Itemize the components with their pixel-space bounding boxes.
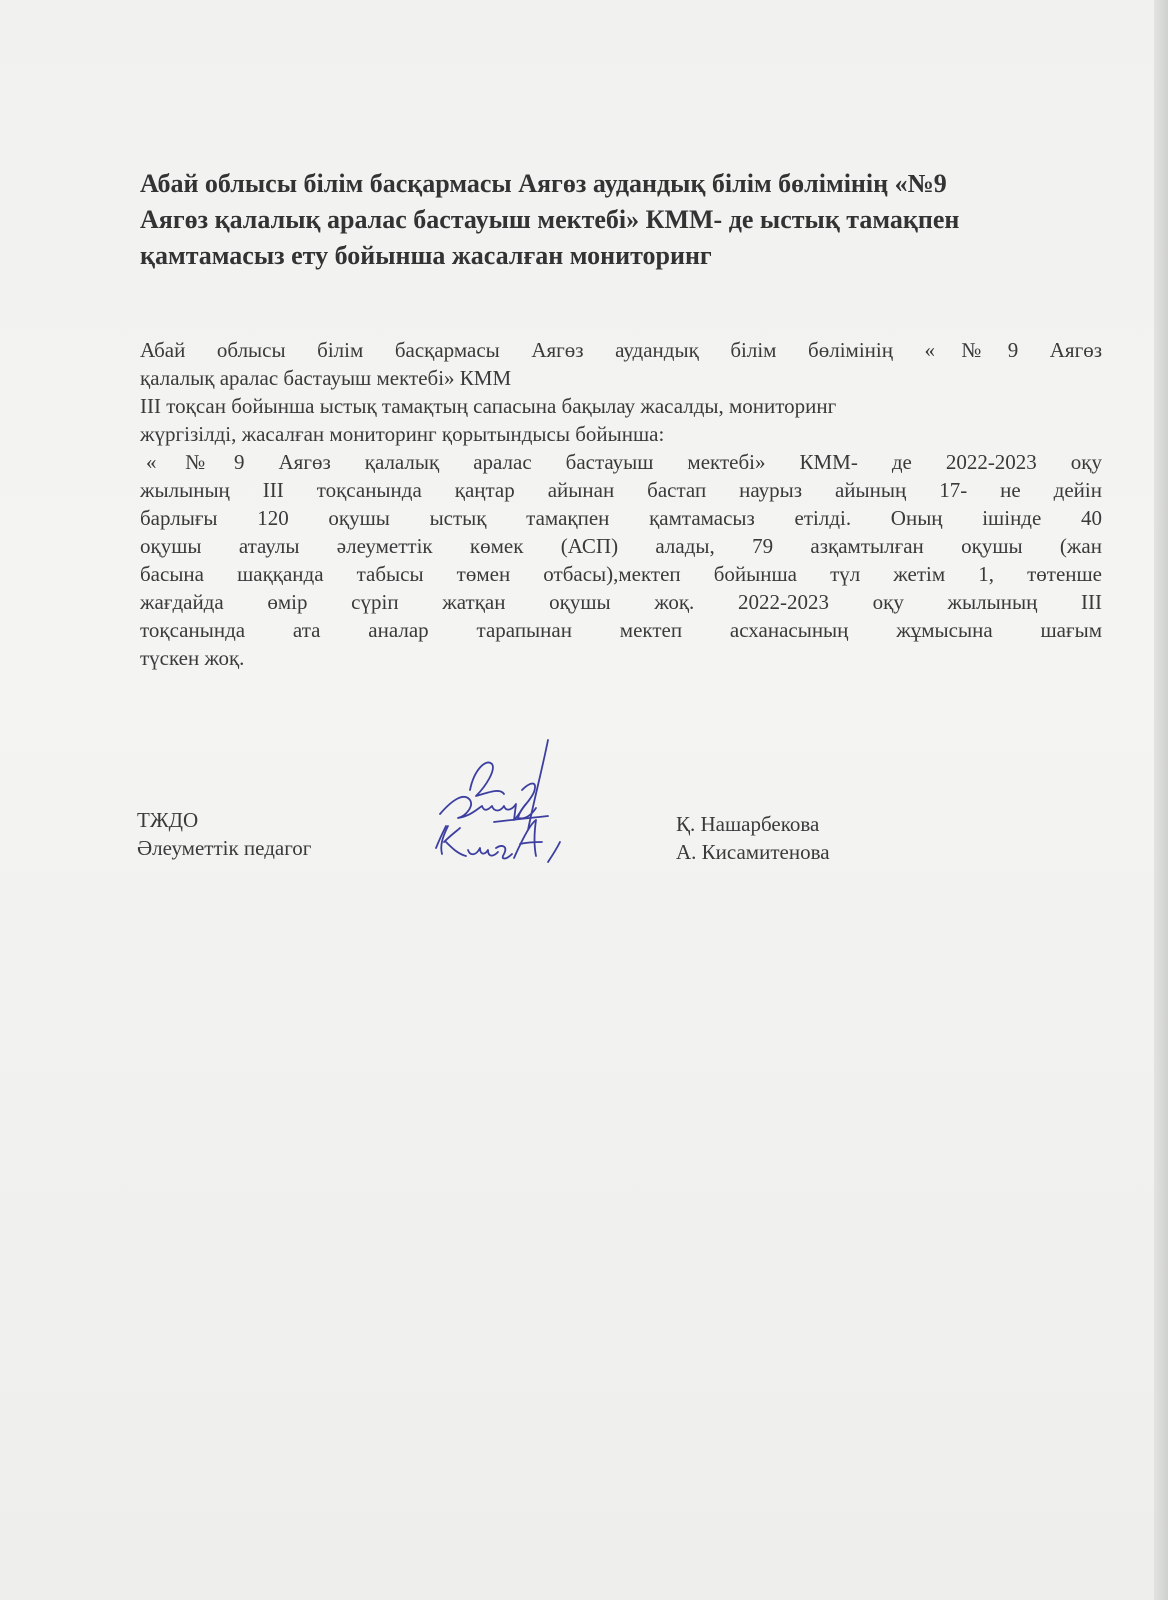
body-line-8: оқушы атаулы әлеуметтік көмек (АСП) алады, 79 азқамтылған оқушы (жан: [140, 534, 1102, 558]
body-line-7: барлығы 120 оқушы ыстық тамақпен қамтамасыз етілді. Оның ішінде 40: [140, 506, 1102, 530]
body-line-5: «№9 Аягөз қалалық аралас бастауыш мектебі» КММ- де 2022-2023 оқу: [146, 450, 1102, 474]
document-body: [140, 336, 1102, 672]
body-line-2: қалалық аралас бастауыш мектебі» КММ: [140, 366, 512, 390]
document-title: [140, 166, 1060, 274]
body-line-6: жылының ІІІ тоқсанында қаңтар айынан бастап наурыз айының 17- не дейін: [140, 478, 1102, 502]
title-line-1: Абай облысы білім басқармасы Аягөз аудандық білім бөлімінің «№9: [140, 169, 947, 198]
signatory-roles: [137, 806, 311, 862]
page-edge-shadow: [1154, 0, 1168, 1600]
body-line-3: ІІІ тоқсан бойынша ыстық тамақтың сапасына бақылау жасалды, мониторинг: [140, 394, 837, 418]
body-line-10: жағдайда өмір сүріп жатқан оқушы жоқ. 2022-2023 оқу жылының ІІІ: [140, 590, 1102, 614]
role-social-pedagogue: Әлеуметтік педагог: [137, 836, 312, 860]
handwritten-signature: [430, 730, 590, 880]
name-nasharbekova: Қ. Нашарбекова: [676, 812, 820, 836]
title-line-2: Аягөз қалалық аралас бастауыш мектебі» КММ- де ыстық тамақпен: [140, 205, 960, 234]
body-line-12: түскен жоқ.: [140, 646, 245, 670]
name-kisamitenova: А. Кисамитенова: [676, 840, 830, 864]
body-line-11: тоқсанында ата аналар тарапынан мектеп асханасының жұмысына шағым: [140, 618, 1102, 642]
signatory-names: [676, 810, 830, 866]
body-line-4: жүргізілді, жасалған мониторинг қорытындысы бойынша:: [140, 422, 665, 446]
body-line-1: Абай облысы білім басқармасы Аягөз аудандық білім бөлімінің «№9 Аягөз: [140, 338, 1102, 362]
body-line-9: басына шаққанда табысы төмен отбасы),мектеп бойынша түл жетім 1, төтенше: [140, 562, 1102, 586]
title-line-3: қамтамасыз ету бойынша жасалған мониторинг: [140, 241, 712, 270]
role-tzhdo: ТЖДО: [137, 808, 199, 832]
